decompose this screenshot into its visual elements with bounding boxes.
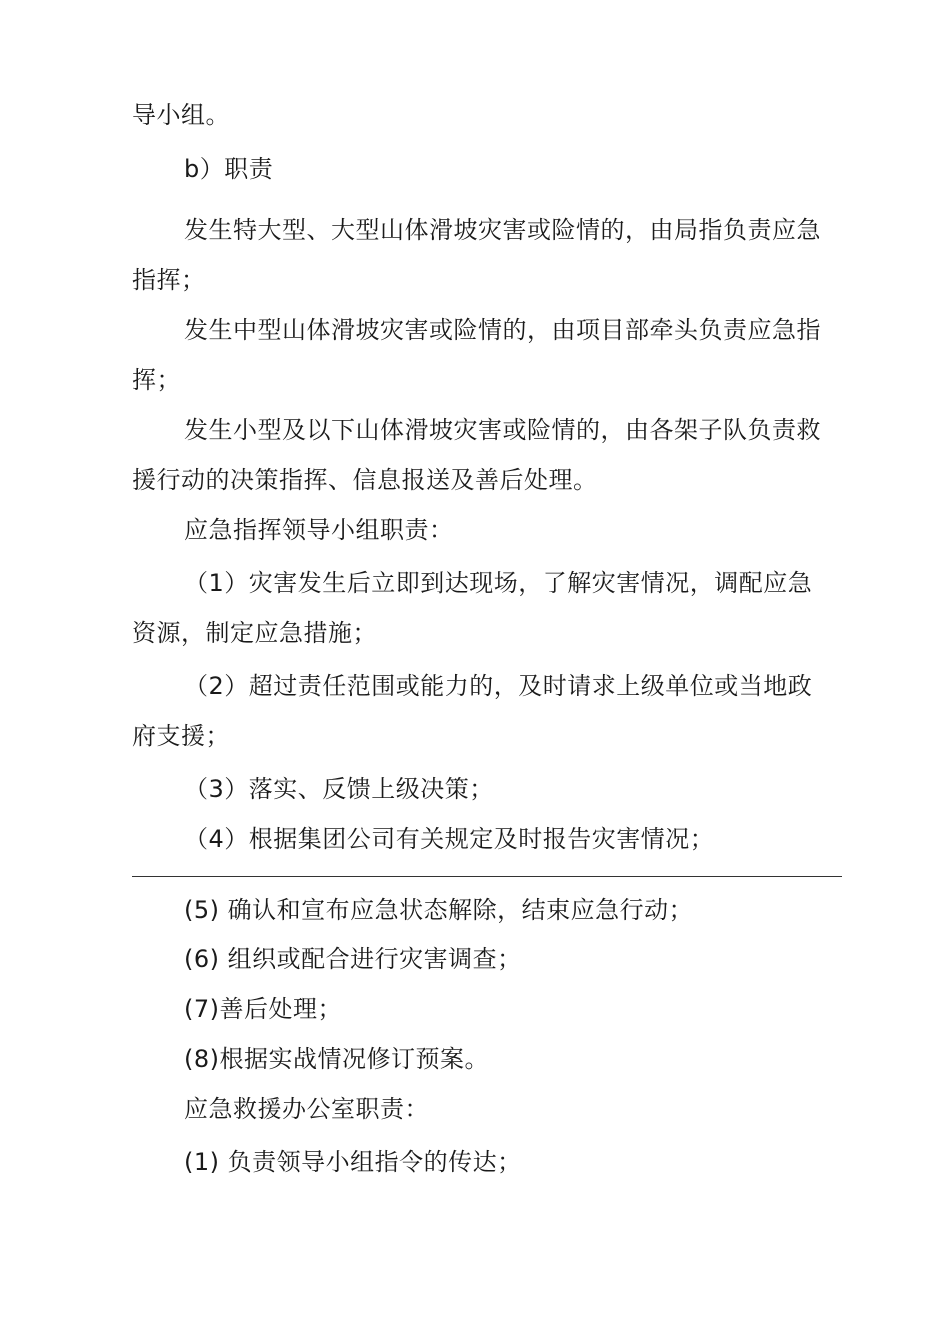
text-line-7: 发生小型及以下山体滑坡灾害或险情的，由各架子队负责救: [184, 416, 821, 444]
text-line-21: (1) 负责领导小组指令的传达；: [184, 1148, 522, 1176]
text-line-19: (8)根据实战情况修订预案。: [184, 1045, 489, 1073]
text-line-3: 发生特大型、大型山体滑坡灾害或险情的，由局指负责应急: [184, 216, 821, 244]
text-line-4: 指挥；: [132, 266, 206, 294]
text-line-8: 援行动的决策指挥、信息报送及善后处理。: [132, 466, 598, 494]
text-line-6: 挥；: [132, 366, 181, 394]
text-line-15: （4）根据集团公司有关规定及时报告灾害情况；: [184, 825, 715, 853]
text-line-17: (6) 组织或配合进行灾害调查；: [184, 945, 522, 973]
text-line-18: (7)善后处理；: [184, 995, 342, 1023]
text-line-1: 导小组。: [132, 101, 230, 129]
page-divider: [132, 876, 842, 877]
text-line-11: 资源，制定应急措施；: [132, 619, 377, 647]
text-line-13: 府支援；: [132, 722, 230, 750]
text-line-20: 应急救援办公室职责：: [184, 1095, 429, 1123]
text-line-12: （2）超过责任范围或能力的，及时请求上级单位或当地政: [184, 672, 813, 700]
text-line-5: 发生中型山体滑坡灾害或险情的，由项目部牵头负责应急指: [184, 316, 821, 344]
text-line-16: (5) 确认和宣布应急状态解除，结束应急行动；: [184, 896, 694, 924]
text-line-10: （1）灾害发生后立即到达现场，了解灾害情况，调配应急: [184, 569, 813, 597]
text-line-9: 应急指挥领导小组职责：: [184, 516, 454, 544]
text-line-14: （3）落实、反馈上级决策；: [184, 775, 494, 803]
section-heading-duties: b）职责: [184, 155, 274, 183]
